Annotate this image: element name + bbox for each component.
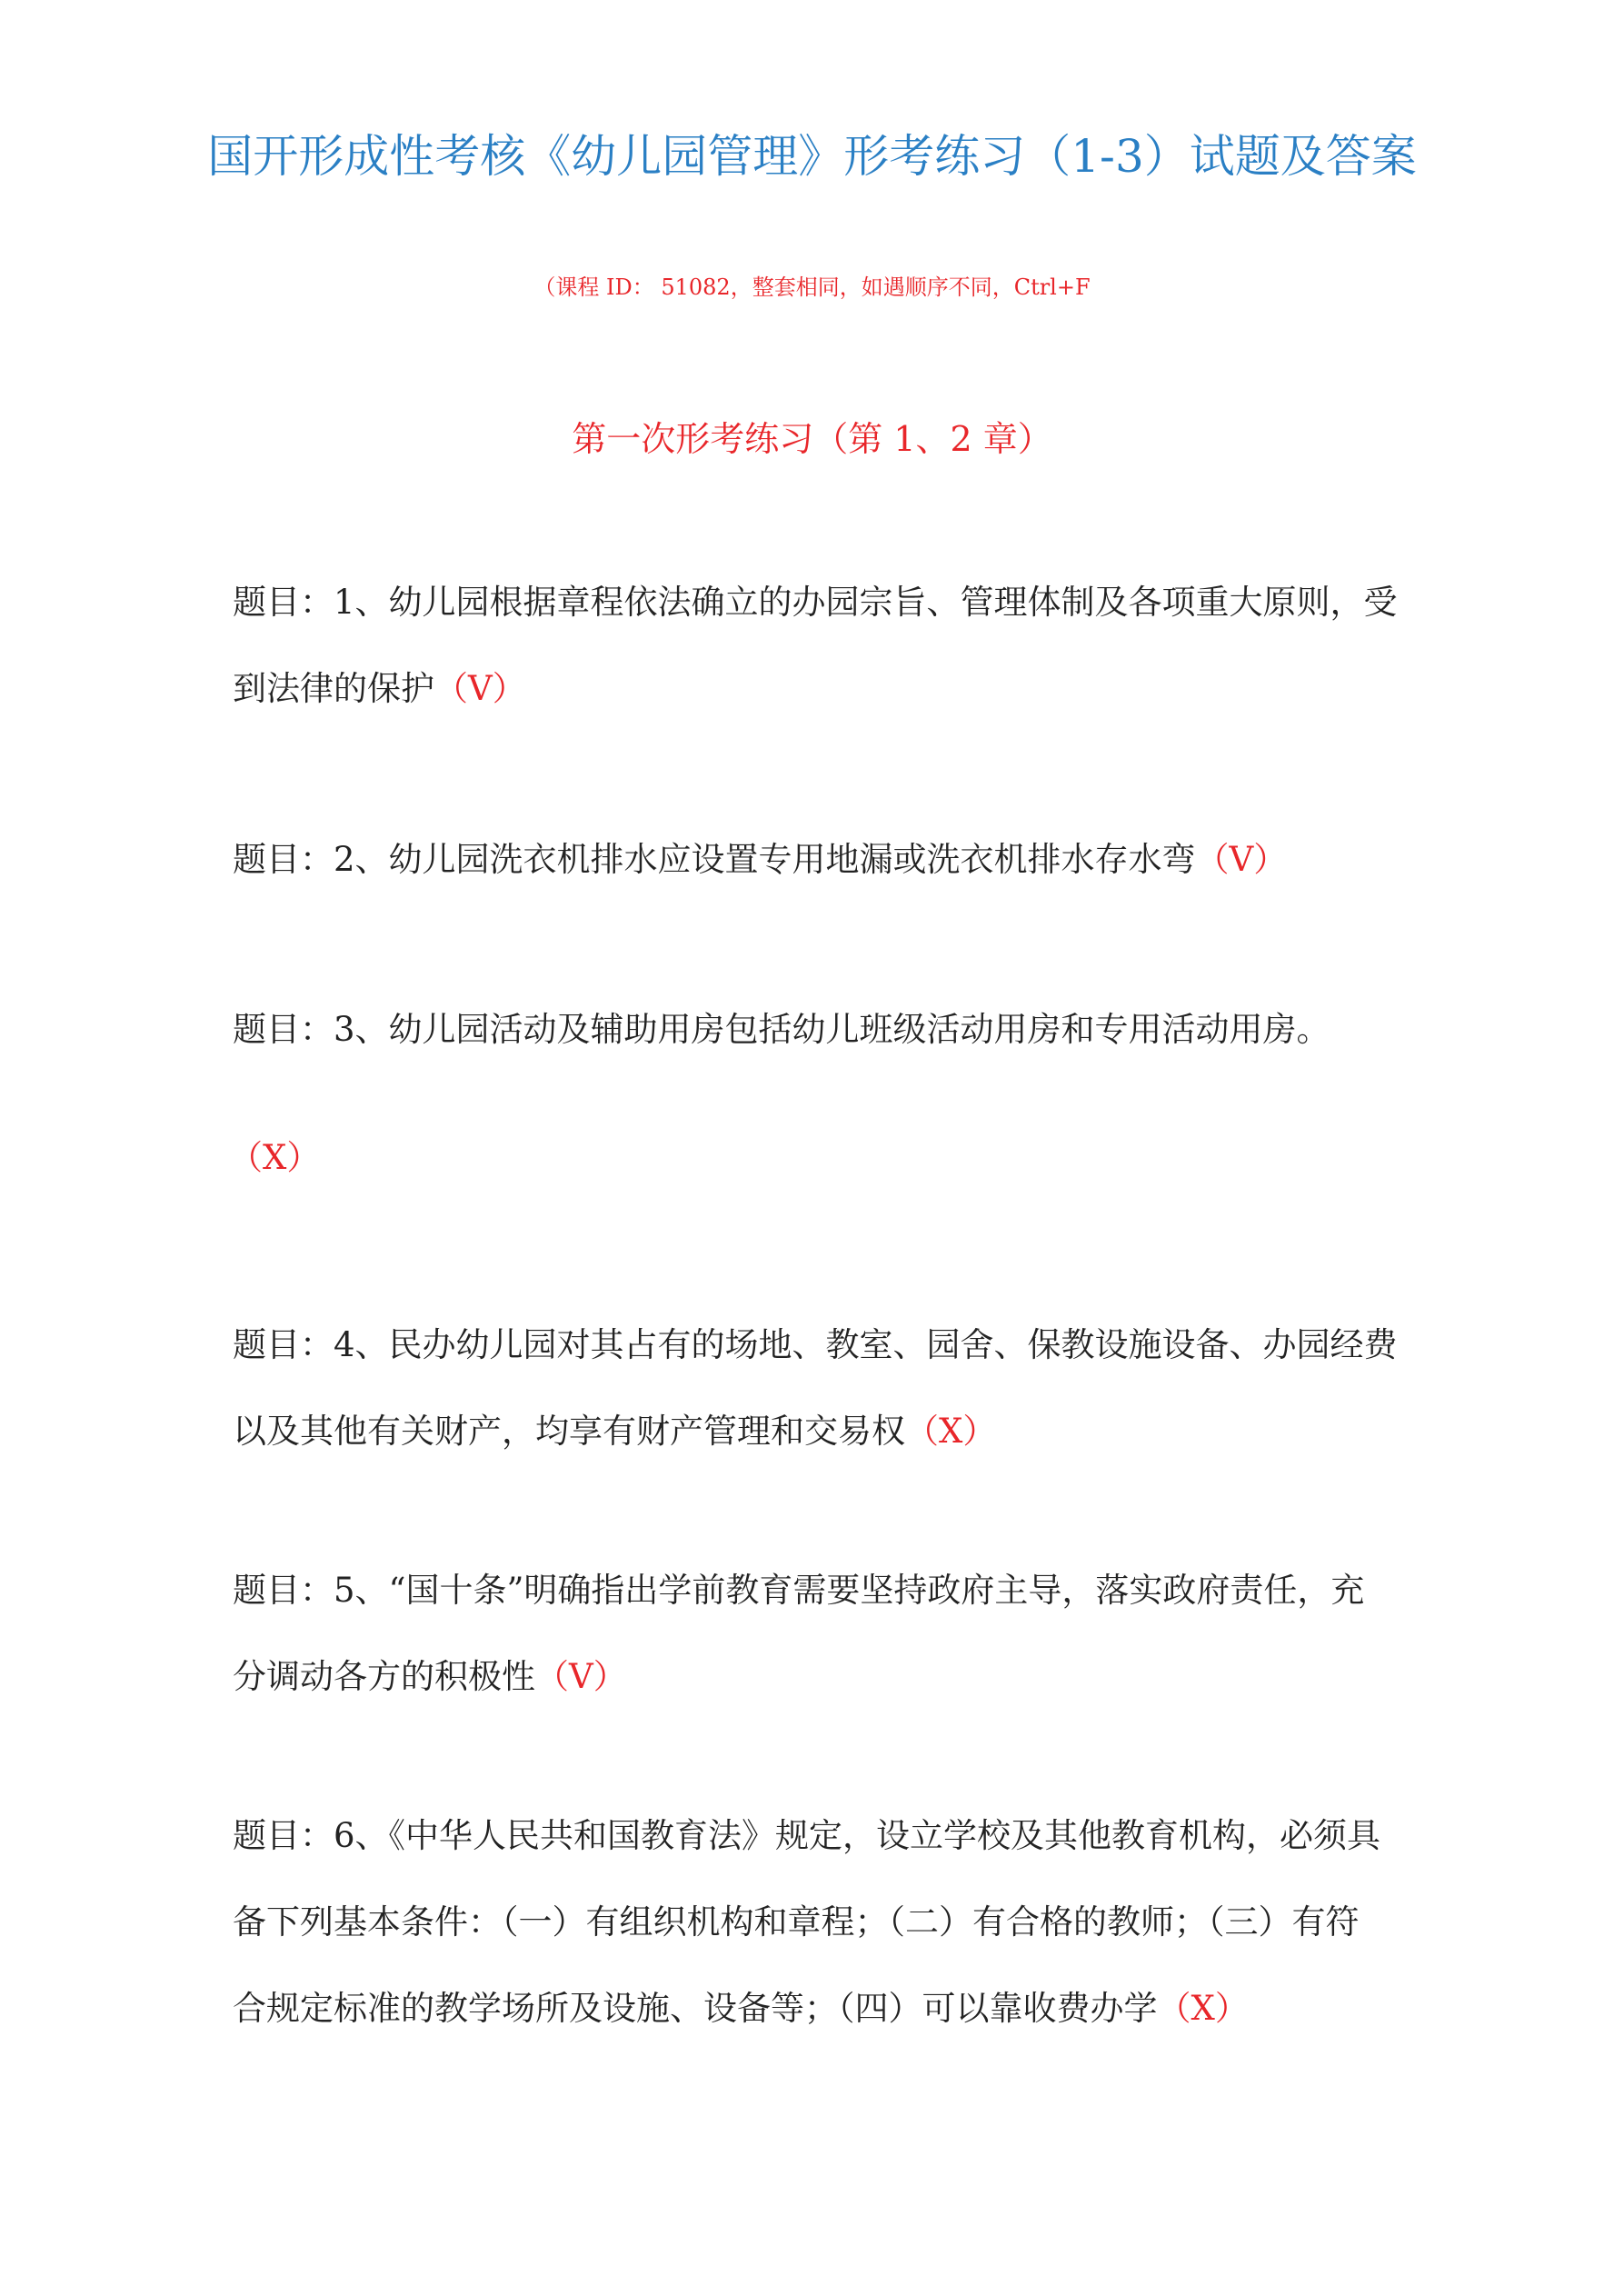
- section-title: 第一次形考练习（第 1、2 章）: [572, 419, 1052, 459]
- question-4-line-1: 题目：4、民办幼儿园对其占有的场地、教室、园舍、保教设施设备、办园经费: [233, 1325, 1398, 1364]
- question-5-line-2: [233, 1633, 1505, 1720]
- question-6-line-1: 题目：6、《中华人民共和国教育法》规定，设立学校及其他教育机构，必须具: [233, 1816, 1381, 1855]
- question-3-answer: （X）: [229, 1138, 321, 1177]
- question-6: [233, 1792, 1505, 2051]
- question-6-text: 合规定标准的教学场所及设施、设备等；（四）可以靠收费办学: [233, 1989, 1158, 2028]
- question-5-line-1: 题目：5、“国十条”明确指出学前教育需要坚持政府主导，落实政府责任，充: [233, 1571, 1365, 1610]
- question-3-answer-line: [229, 1114, 1501, 1201]
- question-3-line-1: 题目：3、幼儿园活动及辅助用房包括幼儿班级活动用房和专用活动用房。: [233, 1010, 1330, 1049]
- course-id-note: （课程 ID： 51082，整套相同，如遇顺序不同，Ctrl+F: [533, 275, 1091, 300]
- question-6-line-2: 备下列基本条件：（一）有组织机构和章程；（二）有合格的教师；（三）有符: [233, 1902, 1360, 1942]
- question-1-text: 到法律的保护: [233, 669, 434, 708]
- question-4-answer: （X）: [905, 1412, 997, 1451]
- question-1: [233, 559, 1505, 732]
- question-4-text: 以及其他有关财产，均享有财产管理和交易权: [233, 1412, 905, 1451]
- question-1-line-2: [233, 645, 1505, 732]
- question-5: [233, 1547, 1505, 1720]
- question-2: [233, 816, 1505, 903]
- question-2-answer: （V）: [1195, 840, 1288, 879]
- question-2-line-1: [233, 816, 1505, 903]
- question-2-text: 题目：2、幼儿园洗衣机排水应设置专用地漏或洗衣机排水存水弯: [233, 840, 1196, 879]
- question-1-line-1: 题目：1、幼儿园根据章程依法确立的办园宗旨、管理体制及各项重大原则，受: [233, 583, 1398, 622]
- question-4-line-2: [233, 1388, 1505, 1474]
- question-4: [233, 1302, 1505, 1474]
- question-3: [233, 986, 1505, 1073]
- document-title: 国开形成性考核《幼儿园管理》形考练习（1-3）试题及答案: [207, 130, 1417, 183]
- question-6-answer: （X）: [1157, 1989, 1249, 2028]
- question-5-answer: （V）: [535, 1657, 627, 1696]
- question-5-text: 分调动各方的积极性: [233, 1657, 535, 1696]
- question-6-line-3: [233, 1965, 1505, 2051]
- question-1-answer: （V）: [434, 669, 526, 708]
